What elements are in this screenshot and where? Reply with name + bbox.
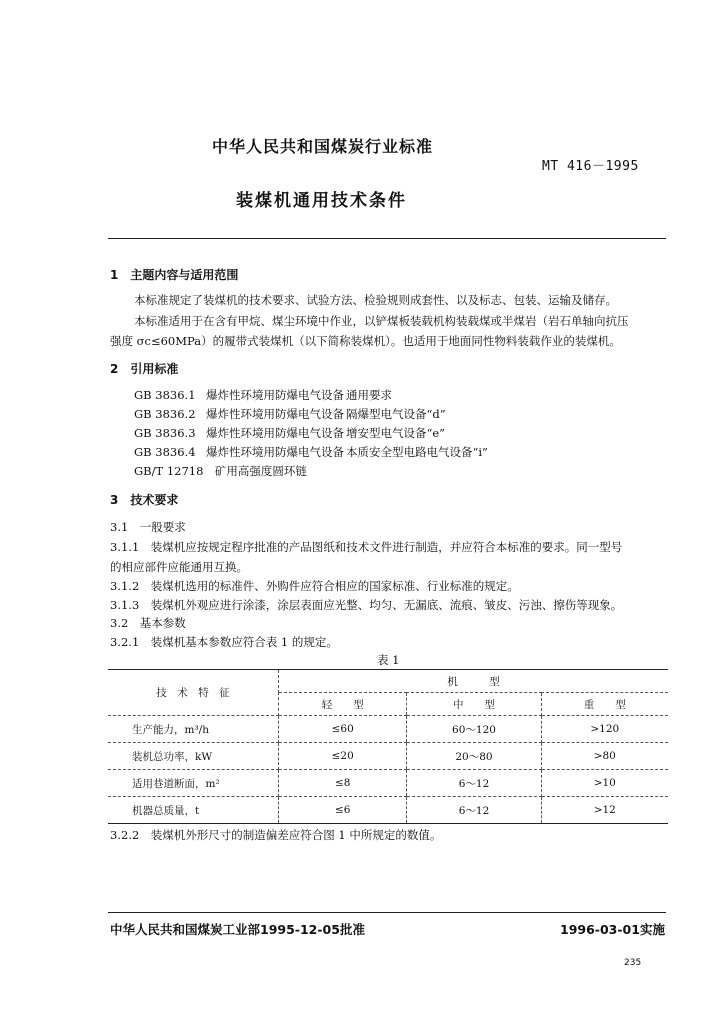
ref-desc: 增安型电气设备“e” [346, 426, 446, 440]
ref-code: GB 3836.1 [134, 388, 196, 402]
clause-3-2: 3.2 基本参数 [110, 616, 186, 630]
approval-line: 中华人民共和国煤炭工业部1995-12-05批准 [110, 922, 365, 937]
ref-name: 爆炸性环境用防爆电气设备 [206, 407, 344, 421]
section-1-heading: 1 主题内容与适用范围 [110, 268, 239, 282]
clause-3-1-1a: 3.1.1 装煤机应按规定程序批准的产品图纸和技术文件进行制造，并应符合本标准的要求。同一型号 [110, 540, 623, 554]
row-label: 机器总质量，t [108, 797, 279, 824]
ref-code: GB 3836.4 [134, 445, 196, 459]
clause-3-1: 3.1 一般要求 [110, 520, 186, 534]
ref-desc: 隔爆型电气设备“d” [346, 407, 446, 421]
table-cell: 60～120 [407, 716, 541, 743]
table-cell: 6～12 [407, 770, 541, 797]
table-cell: >80 [541, 743, 668, 770]
ref-desc: 通用要求 [346, 388, 392, 402]
ref-name: 爆炸性环境用防爆电气设备 [206, 388, 344, 402]
table-cell: 6～12 [407, 797, 541, 824]
table-cell: 20～80 [407, 743, 541, 770]
section-1-para-1: 本标准规定了装煤机的技术要求、试验方法、检验规则成套性、以及标志、包装、运输及储存。 [134, 293, 617, 307]
table-cell: ≤8 [279, 770, 407, 797]
implementation-date: 1996-03-01实施 [560, 922, 665, 937]
machine-type-header: 机 型 [279, 670, 669, 693]
table-row [108, 797, 668, 824]
table-row [108, 770, 668, 797]
table-header-row [108, 670, 668, 693]
clause-3-1-3: 3.1.3 装煤机外观应进行涂漆，涂层表面应光整、均匀、无漏底、流痕、皱皮、污浊、擦伤等现象。 [110, 598, 623, 612]
org-title: 中华人民共和国煤炭行业标准 [212, 137, 434, 156]
ref-name: 爆炸性环境用防爆电气设备 [206, 426, 344, 440]
column-header: 重 型 [541, 693, 668, 716]
page-number: 235 [624, 958, 642, 968]
footer-rule [108, 912, 666, 913]
row-label: 生产能力，m³/h [108, 716, 279, 743]
reference-line [134, 444, 488, 460]
table-cell: ≤60 [279, 716, 407, 743]
row-label: 装机总功率，kW [108, 743, 279, 770]
reference-line [134, 425, 445, 441]
feature-header: 技 术 特 征 [108, 670, 279, 716]
table-caption: 表 1 [377, 653, 400, 667]
section-1-para-2a: 本标准适用于在含有甲烷、煤尘环境中作业，以铲煤板装载机构装载煤或半煤岩（岩石单轴向抗压 [134, 314, 629, 328]
clause-3-1-1b: 的相应部件应能通用互换。 [110, 560, 248, 574]
top-rule [108, 238, 666, 239]
standard-code: MT 416－1995 [542, 159, 639, 174]
table-cell: >120 [541, 716, 668, 743]
table-row [108, 716, 668, 743]
clause-3-2-2: 3.2.2 装煤机外形尺寸的制造偏差应符合图 1 中所规定的数值。 [110, 828, 442, 842]
ref-desc: 本质安全型电路电气设备“i” [346, 445, 488, 459]
reference-line [134, 387, 392, 403]
reference-line [134, 406, 446, 422]
ref-code: GB 3836.3 [134, 426, 196, 440]
section-1-para-2b: 强度 σc≤60MPa）的履带式装煤机（以下简称装煤机）。也适用于地面同性物料装载作业的装煤机。 [110, 334, 621, 348]
clause-3-2-1: 3.2.1 装煤机基本参数应符合表 1 的规定。 [110, 635, 338, 649]
table-cell: >12 [541, 797, 668, 824]
parameter-table [108, 669, 668, 824]
section-2-heading: 2 引用标准 [110, 362, 179, 376]
clause-3-1-2: 3.1.2 装煤机选用的标准件、外购件应符合相应的国家标准、行业标准的规定。 [110, 579, 519, 593]
section-3-heading: 3 技术要求 [110, 493, 179, 507]
row-label: 适用巷道断面，m² [108, 770, 279, 797]
ref-code: GB 3836.2 [134, 407, 196, 421]
column-header: 中 型 [407, 693, 541, 716]
reference-line: GB/T 12718 矿用高强度圆环链 [134, 464, 307, 478]
table-cell: ≤20 [279, 743, 407, 770]
table-cell: >10 [541, 770, 668, 797]
table-row [108, 743, 668, 770]
document-title: 装煤机通用技术条件 [236, 191, 407, 211]
ref-name: 爆炸性环境用防爆电气设备 [206, 445, 344, 459]
table-cell: ≤6 [279, 797, 407, 824]
column-header: 轻 型 [279, 693, 407, 716]
